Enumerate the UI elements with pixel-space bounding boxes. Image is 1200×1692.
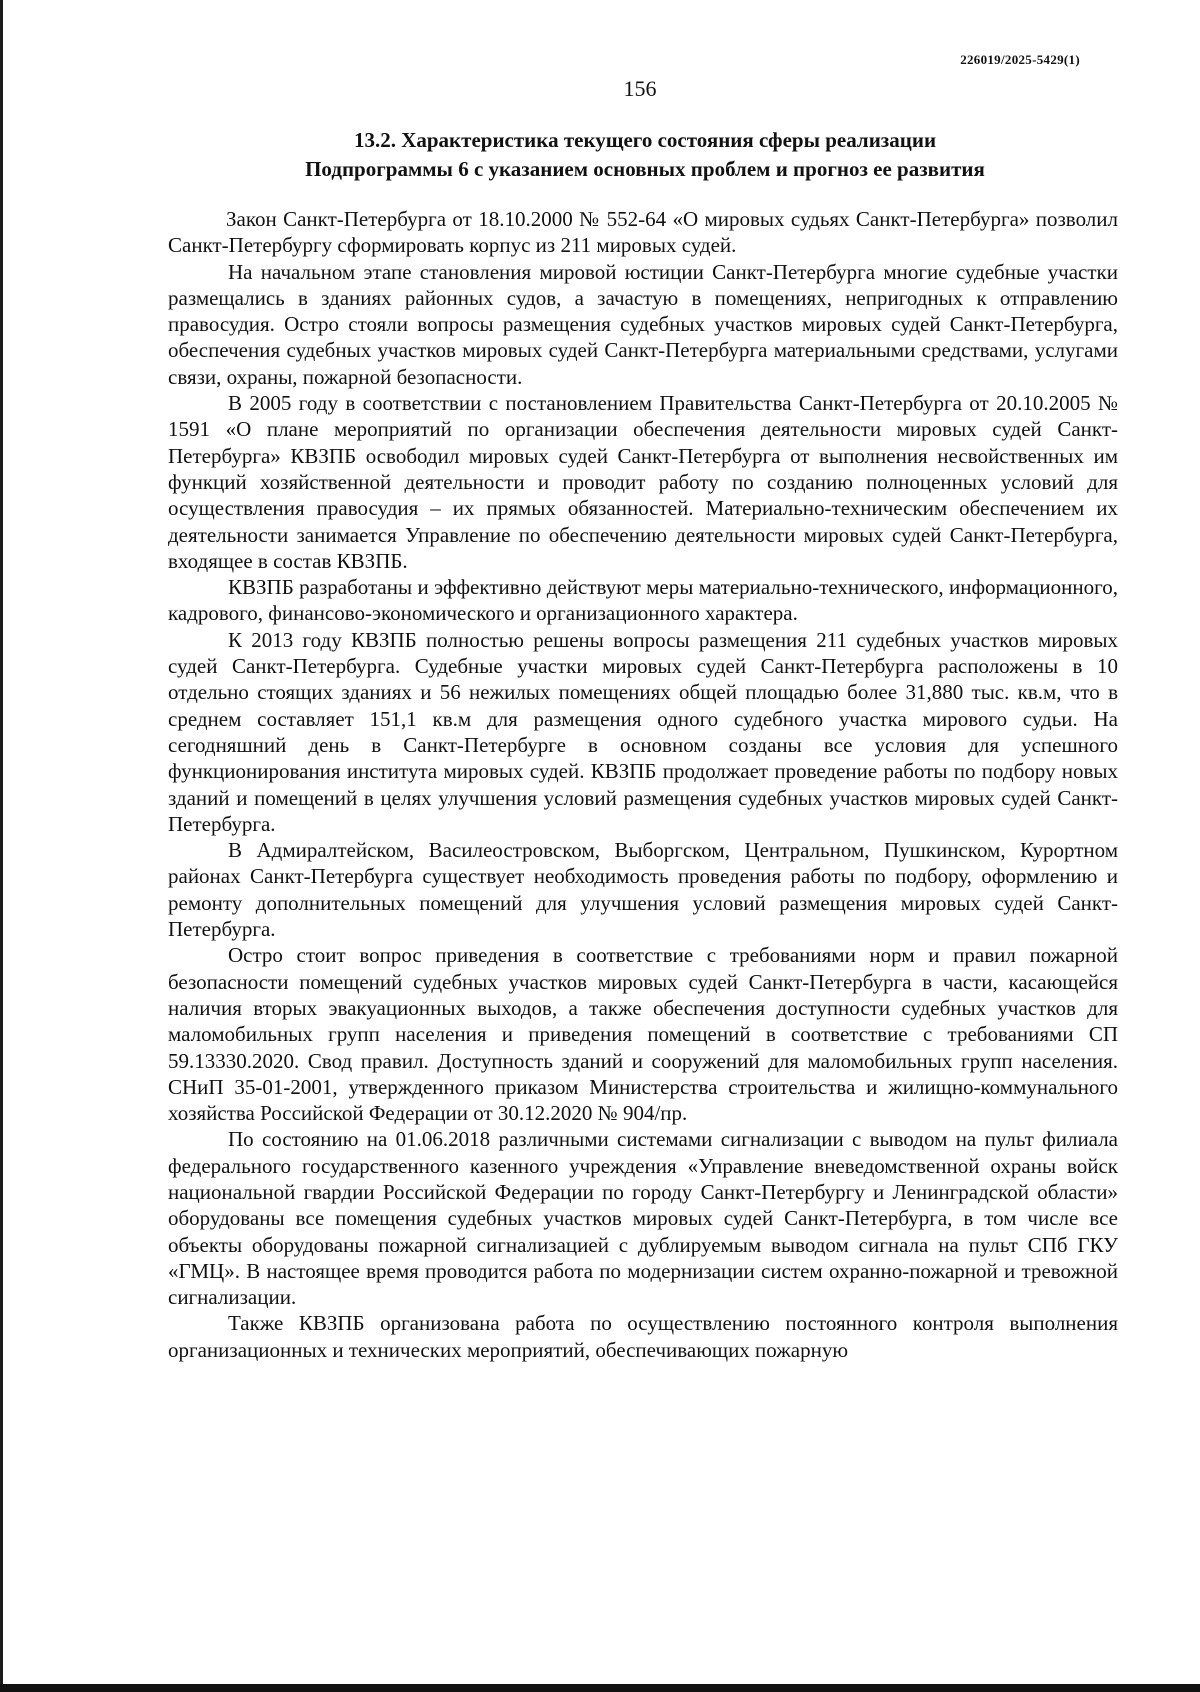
paragraph-3: В 2005 году в соответствии с постановлением Правительства Санкт-Петербурга от 20.10.2005 № 1591 «О плане мероприятий по организации обеспечения деятельности мировых судей Санкт-Петербурга» КВЗПБ освободил мировых судей Санкт-Петербурга от выполнения несвойственных им функций хозяйственной деятельности и проводит работу по созданию полноценных условий для осуществления правосудия – их прямых обязанностей. Материально-техническим обеспечением их деятельности занимается Управление по обеспечению деятельности мировых судей Санкт-Петербурга, входящее в состав КВЗПБ. [168, 391, 1118, 573]
section-heading-line-2: Подпрограммы 6 с указанием основных проблем и прогноз ее развития [305, 157, 985, 181]
paragraph-4: КВЗПБ разработаны и эффективно действуют меры материально-технического, информационного, кадрового, финансово-экономического и организационного характера. [168, 575, 1118, 626]
paragraph-2: На начальном этапе становления мировой юстиции Санкт-Петербурга многие судебные участки размещались в зданиях районных судов, а зачастую в помещениях, непригодных к отправлению правосудия. Остро стояли вопросы размещения судебных участков мировых судей Санкт-Петербурга, обеспечения судебных участков мировых судей Санкт-Петербурга материальными средствами, услугами связи, охраны, пожарной безопасности. [168, 259, 1118, 389]
section-heading-line-1: 13.2. Характеристика текущего состояния сферы реализации [353, 128, 937, 152]
registration-number: 226019/2025-5429(1) [960, 52, 1080, 67]
paragraph-5: К 2013 году КВЗПБ полностью решены вопросы размещения 211 судебных участков мировых судей Санкт-Петербурга. Судебные участки мировых судей Санкт-Петербурга расположены в 10 отдельно стоящих зданиях и 56 нежилых помещениях общей площадью более 31,880 тыс. кв.м, что в среднем составляет 151,1 кв.м для размещения одного судебного участка мирового судьи. На сегодняшний день в Санкт-Петербурге в основном созданы все условия для успешного функционирования института мировых судей. КВЗПБ продолжает проведение работы по подбору новых зданий и помещений в целях улучшения условий размещения судебных участков мировых судей Санкт-Петербурга. [168, 627, 1118, 836]
page-number: 156 [623, 76, 657, 101]
paragraph-6: В Адмиралтейском, Василеостровском, Выборгском, Центральном, Пушкинском, Курортном районах Санкт-Петербурга существует необходимость проведения работы по подбору, оформлению и ремонту дополнительных помещений для улучшения условий размещения мировых судей Санкт-Петербурга. [168, 838, 1118, 942]
scan-bottom-edge [0, 1684, 1200, 1692]
body-text [168, 206, 1118, 1363]
scan-left-edge [0, 0, 3, 1692]
section-heading [172, 126, 1118, 184]
paragraph-1: Закон Санкт-Петербурга от 18.10.2000 № 552-64 «О мировых судьях Санкт-Петербурга» позволил Санкт-Петербургу сформировать корпус из 211 мировых судей. [168, 207, 1118, 258]
paragraph-8: По состоянию на 01.06.2018 различными системами сигнализации с выводом на пульт филиала федерального государственного казенного учреждения «Управление вневедомственной охраны войск национальной гвардии Российской Федерации по городу Санкт-Петербургу и Ленинградской области» оборудованы все помещения судебных участков мировых судей Санкт-Петербурга, в том числе все объекты оборудованы пожарной сигнализацией с дублируемым выводом сигнала на пульт СПб ГКУ «ГМЦ». В настоящее время проводится работа по модернизации систем охранно-пожарной и тревожной сигнализации. [168, 1127, 1118, 1310]
paragraph-7: Остро стоит вопрос приведения в соответствие с требованиями норм и правил пожарной безопасности помещений судебных участков мировых судей Санкт-Петербурга в части, касающейся наличия вторых эвакуационных выходов, а также обеспечения доступности судебных участков для маломобильных групп населения и приведения помещений в соответствие с требованиями СП 59.13330.2020. Свод правил. Доступность зданий и сооружений для маломобильных групп населения. СНиП 35-01-2001, утвержденного приказом Министерства строительства и жилищно-коммунального хозяйства Российской Федерации от 30.12.2020 № 904/пр. [168, 943, 1118, 1126]
paragraph-9: Также КВЗПБ организована работа по осуществлению постоянного контроля выполнения организационных и технических мероприятий, обеспечивающих пожарную [168, 1311, 1118, 1362]
